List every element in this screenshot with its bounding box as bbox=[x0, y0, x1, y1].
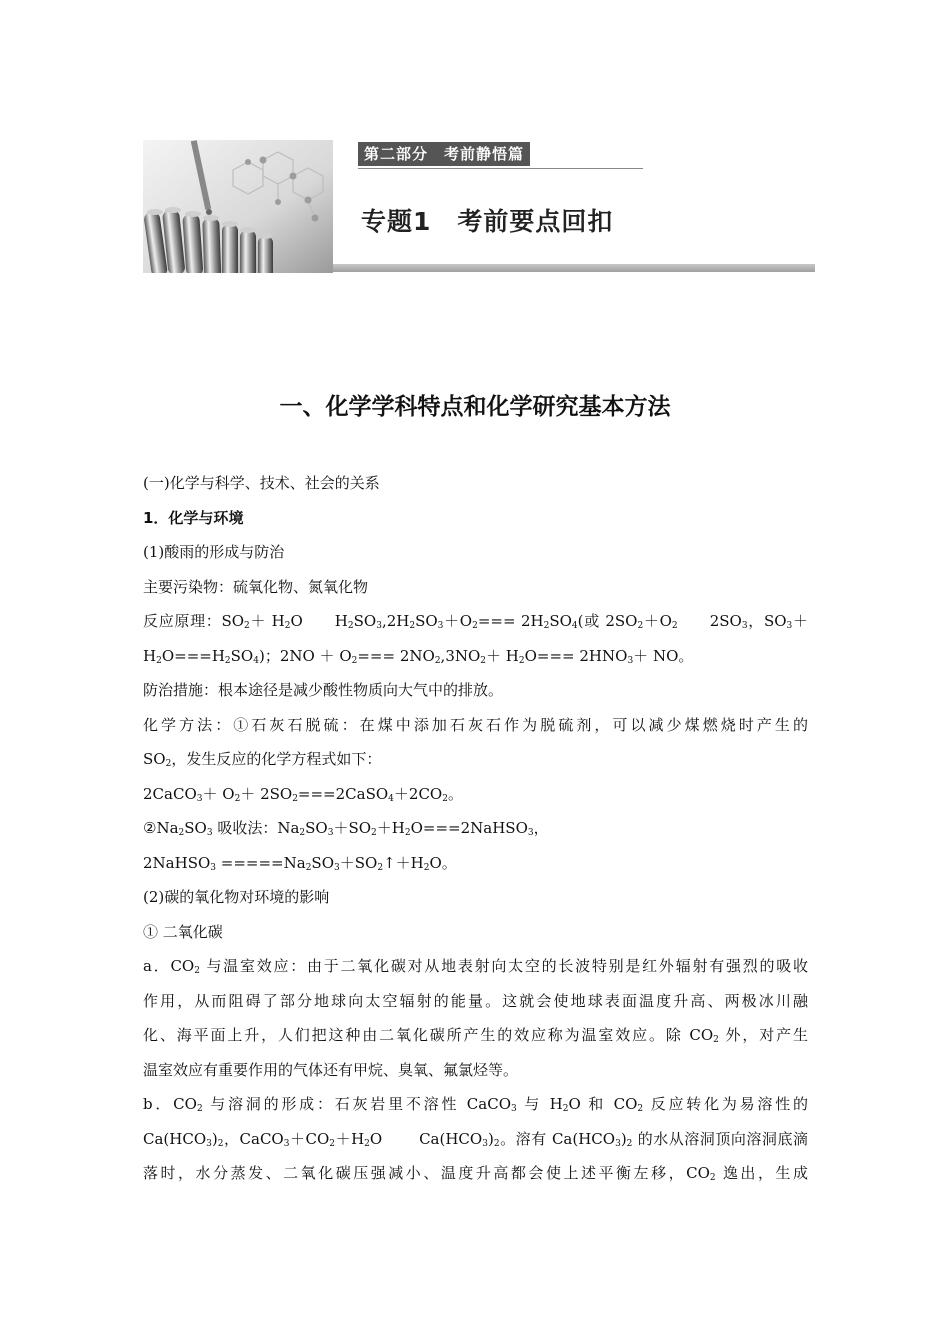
text-line: 落时，水分蒸发、二氧化碳压强减小、温度升高都会使上述平衡左移，$CO_2$ 逸出，生成 bbox=[143, 1164, 808, 1183]
text-line: 2CaCO$_3$＋ $O_2+$ $2SO_2===2CaSO_4+2CO_2$。 bbox=[143, 784, 463, 804]
banner-bar bbox=[333, 264, 815, 272]
text-line: 2NaHSO$_3$ $=====Na_2SO_3+SO_2↑+H_2O$。 bbox=[143, 853, 457, 873]
text-line: a．$CO_2$ 与温室效应：由于二氧化碳对从地表射向太空的长波特别是红外辐射有强烈的吸收 bbox=[143, 957, 808, 976]
text-line: 1．化学与环境 bbox=[143, 508, 244, 527]
test-tubes-illustration bbox=[143, 140, 333, 273]
text-line: $H_2O===H_2SO_4$)；$2NO + O_2=== 2NO_2,3NO_2+ H_2O=== 2HNO_3+$ NO。 bbox=[143, 646, 694, 666]
section-title: 一、化学学科特点和化学研究基本方法 bbox=[279, 394, 671, 420]
text-line: 作用，从而阻碍了部分地球向太空辐射的能量。这就会使地球表面温度升高、两极冰川融 bbox=[143, 991, 808, 1010]
text-line: 化学方法：①石灰石脱硫：在煤中添加石灰石作为脱硫剂，可以减少煤燃烧时产生的 bbox=[143, 715, 808, 734]
test-tubes-image bbox=[143, 140, 333, 273]
part-divider bbox=[358, 168, 643, 169]
text-line: (1)酸雨的形成与防治 bbox=[143, 543, 285, 561]
text-line: (一)化学与科学、技术、社会的关系 bbox=[143, 474, 380, 492]
text-line: 反应原理：$SO_2+ H_2O$ $H_2SO_3,2H_2SO_3+O_2=== 2H_2SO_4$(或 $2SO_2+O_2$ $2SO_3$，$SO_3+$ bbox=[143, 612, 808, 631]
text-line: $②Na_2SO_3$ 吸收法：$Na_2SO_3+SO_2+H_2O===2NaHSO_3$， bbox=[143, 819, 549, 838]
text-line: (2)碳的氧化物对环境的影响 bbox=[143, 888, 330, 906]
text-line: 化、海平面上升，人们把这种由二氧化碳所产生的效应称为温室效应。除 $CO_2$ 外，对产生 bbox=[143, 1026, 808, 1045]
document-body bbox=[143, 466, 808, 1191]
text-line: 防治措施：根本途径是减少酸性物质向大气中的排放。 bbox=[143, 681, 504, 699]
text-line: $SO_2$，发生反应的化学方程式如下： bbox=[143, 750, 382, 769]
topic-title: 专题1 考前要点回扣 bbox=[361, 207, 614, 236]
text-line: $Ca(HCO_3)_2$，$CaCO_3+CO_2+H_2O$ $Ca(HCO_3)_2$。溶有 $Ca(HCO_3)_2$ 的水从溶洞顶向溶洞底滴 bbox=[143, 1129, 808, 1149]
text-line: 温室效应有重要作用的气体还有甲烷、臭氧、氟氯烃等。 bbox=[143, 1060, 519, 1079]
text-line: ① 二氧化碳 bbox=[143, 922, 223, 941]
text-line: 主要污染物：硫氧化物、氮氧化物 bbox=[143, 577, 369, 596]
chapter-banner bbox=[143, 140, 815, 273]
part-label: 第二部分 考前静悟篇 bbox=[358, 142, 530, 166]
text-line: b．$CO_2$ 与溶洞的形成：石灰岩里不溶性 CaCO$_3$ 与 $H_2O$ 和 $CO_2$ 反应转化为易溶性的 bbox=[143, 1095, 808, 1114]
